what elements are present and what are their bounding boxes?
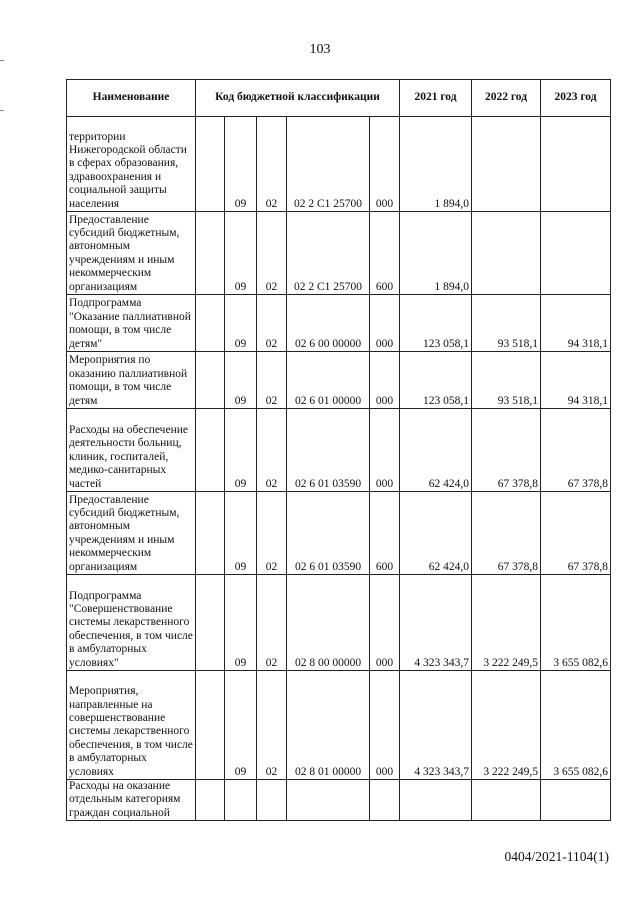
row-value-2023 xyxy=(541,780,611,821)
row-value-2022 xyxy=(472,780,541,821)
table-row xyxy=(67,780,611,821)
row-name: Предоставление субсидий бюджетным, автономным учреждениям и иным некоммерческим организациям xyxy=(67,212,196,295)
row-value-2022: 67 378,8 xyxy=(472,492,541,575)
row-value-2021: 4 323 343,7 xyxy=(400,575,472,671)
table-row xyxy=(67,352,611,409)
row-expense-type: 000 xyxy=(370,352,400,409)
row-value-2022 xyxy=(472,117,541,212)
row-value-2021: 62 424,0 xyxy=(400,409,472,492)
table-row xyxy=(67,492,611,575)
row-value-2022 xyxy=(472,212,541,295)
row-target-article: 02 6 01 03590 xyxy=(287,409,370,492)
row-value-2023: 67 378,8 xyxy=(541,492,611,575)
row-target-article: 02 8 00 00000 xyxy=(287,575,370,671)
header-2021: 2021 год xyxy=(400,80,472,117)
row-empty-cell xyxy=(196,352,225,409)
table-row xyxy=(67,295,611,352)
table-row xyxy=(67,671,611,780)
row-section: 09 xyxy=(225,117,257,212)
row-empty-cell xyxy=(196,117,225,212)
header-2023: 2023 год xyxy=(541,80,611,117)
row-section: 09 xyxy=(225,492,257,575)
row-value-2023: 94 318,1 xyxy=(541,352,611,409)
row-value-2021: 62 424,0 xyxy=(400,492,472,575)
row-subsection: 02 xyxy=(257,295,287,352)
row-value-2022: 3 222 249,5 xyxy=(472,671,541,780)
row-value-2023 xyxy=(541,212,611,295)
row-subsection: 02 xyxy=(257,352,287,409)
row-target-article: 02 8 01 00000 xyxy=(287,671,370,780)
row-section: 09 xyxy=(225,575,257,671)
row-value-2022: 3 222 249,5 xyxy=(472,575,541,671)
row-section: 09 xyxy=(225,212,257,295)
row-empty-cell xyxy=(196,295,225,352)
row-value-2023 xyxy=(541,117,611,212)
row-value-2023: 67 378,8 xyxy=(541,409,611,492)
row-value-2021: 4 323 343,7 xyxy=(400,671,472,780)
row-subsection: 02 xyxy=(257,409,287,492)
row-name: Расходы на обеспечение деятельности больниц, клиник, госпиталей, медико-санитарных частей xyxy=(67,409,196,492)
table-row xyxy=(67,409,611,492)
scan-edge-mark xyxy=(0,110,4,111)
table-row xyxy=(67,117,611,212)
row-value-2021: 1 894,0 xyxy=(400,212,472,295)
row-value-2021: 123 058,1 xyxy=(400,295,472,352)
row-value-2021: 1 894,0 xyxy=(400,117,472,212)
row-expense-type: 600 xyxy=(370,492,400,575)
row-name: Мероприятия, направленные на совершенствование системы лекарственного обеспечения, в том числе в амбулаторных условиях xyxy=(67,671,196,780)
scan-edge-mark xyxy=(0,60,4,61)
header-2022: 2022 год xyxy=(472,80,541,117)
row-value-2023: 94 318,1 xyxy=(541,295,611,352)
row-expense-type xyxy=(370,780,400,821)
row-target-article: 02 6 01 03590 xyxy=(287,492,370,575)
row-expense-type: 000 xyxy=(370,671,400,780)
row-subsection: 02 xyxy=(257,575,287,671)
row-empty-cell xyxy=(196,212,225,295)
row-value-2023: 3 655 082,6 xyxy=(541,671,611,780)
row-subsection: 02 xyxy=(257,671,287,780)
row-value-2022: 93 518,1 xyxy=(472,295,541,352)
row-section: 09 xyxy=(225,352,257,409)
row-empty-cell xyxy=(196,575,225,671)
row-section: 09 xyxy=(225,295,257,352)
row-section: 09 xyxy=(225,409,257,492)
row-value-2022: 67 378,8 xyxy=(472,409,541,492)
row-name: Подпрограмма "Совершенствование системы лекарственного обеспечения, в том числе в амбулаторных условиях" xyxy=(67,575,196,671)
row-empty-cell xyxy=(196,492,225,575)
row-target-article: 02 6 01 00000 xyxy=(287,352,370,409)
row-target-article xyxy=(287,780,370,821)
row-expense-type: 000 xyxy=(370,409,400,492)
row-value-2022: 93 518,1 xyxy=(472,352,541,409)
row-expense-type: 600 xyxy=(370,212,400,295)
row-name: Расходы на оказание отдельным категориям граждан социальной xyxy=(67,780,196,821)
row-subsection: 02 xyxy=(257,492,287,575)
row-subsection: 02 xyxy=(257,212,287,295)
row-target-article: 02 6 00 00000 xyxy=(287,295,370,352)
page-number: 103 xyxy=(309,42,331,57)
row-empty-cell xyxy=(196,671,225,780)
budget-table xyxy=(66,79,611,821)
header-name: Наименование xyxy=(67,80,196,117)
row-value-2023: 3 655 082,6 xyxy=(541,575,611,671)
row-target-article: 02 2 С1 25700 xyxy=(287,212,370,295)
row-name: Подпрограмма "Оказание паллиативной помощи, в том числе детям" xyxy=(67,295,196,352)
table-header-row xyxy=(67,80,611,117)
row-value-2021: 123 058,1 xyxy=(400,352,472,409)
row-target-article: 02 2 С1 25700 xyxy=(287,117,370,212)
row-subsection: 02 xyxy=(257,117,287,212)
row-expense-type: 000 xyxy=(370,295,400,352)
row-expense-type: 000 xyxy=(370,575,400,671)
row-expense-type: 000 xyxy=(370,117,400,212)
document-code: 0404/2021-1104(1) xyxy=(504,849,609,864)
row-name: Мероприятия по оказанию паллиативной помощи, в том числе детям xyxy=(67,352,196,409)
header-code: Код бюджетной классификации xyxy=(196,80,400,117)
row-subsection xyxy=(257,780,287,821)
row-name: Предоставление субсидий бюджетным, автономным учреждениям и иным некоммерческим организациям xyxy=(67,492,196,575)
table-row xyxy=(67,212,611,295)
row-empty-cell xyxy=(196,780,225,821)
table-row xyxy=(67,575,611,671)
row-section: 09 xyxy=(225,671,257,780)
row-empty-cell xyxy=(196,409,225,492)
row-name: территории Нижегородской области в сферах образования, здравоохранения и социальной защиты населения xyxy=(67,117,196,212)
row-value-2021 xyxy=(400,780,472,821)
row-section xyxy=(225,780,257,821)
